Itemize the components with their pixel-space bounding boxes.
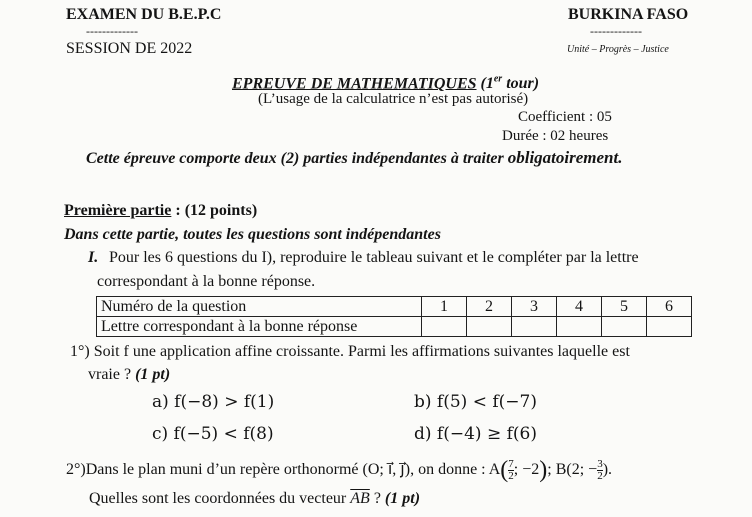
answer-cell	[512, 317, 557, 337]
q1-points: (1 pt)	[135, 366, 171, 383]
answer-cell	[422, 317, 467, 337]
q1-line1: 1°) Soit f une application affine croissante. Parmi les affirmations suivantes laquelle est	[70, 343, 630, 360]
row-label-numero: Numéro de la question	[97, 297, 422, 317]
answer-table	[96, 296, 692, 337]
tour: (1er tour)	[480, 74, 540, 93]
question-number: 1	[422, 297, 467, 317]
question-number: 5	[602, 297, 647, 317]
question-number: 6	[647, 297, 692, 317]
country: BURKINA FASO	[568, 6, 689, 23]
question-number: 3	[512, 297, 557, 317]
exam-title: EXAMEN DU B.E.P.C	[66, 6, 222, 23]
question-number: 2	[467, 297, 512, 317]
q1-option-c: c) f(−5) < f(8)	[152, 424, 274, 444]
q1-line2: vraie ? (1 pt)	[88, 366, 171, 383]
left-divider: -------------	[86, 24, 138, 38]
row-label-lettre: Lettre correspondant à la bonne réponse	[97, 317, 422, 337]
fraction-a: $\frac{7}{2}$	[508, 458, 514, 482]
part1-heading: Première partie : (12 points)	[64, 202, 258, 219]
question-number: 4	[557, 297, 602, 317]
table-row	[97, 297, 692, 317]
q2-line2: Quelles sont les coordonnées du vecteur $\overline{AB}$ ? (1 pt)	[89, 490, 421, 507]
part1-intro: Dans cette partie, toutes les questions sont indépendantes	[64, 226, 441, 243]
answer-cell	[557, 317, 602, 337]
instruction-line1: Pour les 6 questions du I), reproduire le tableau suivant et le compléter par la lettre	[109, 249, 639, 266]
subtitle: Cette épreuve comporte deux (2) parties indépendantes à traiter obligatoirement.	[86, 148, 623, 167]
roman-one: I.	[88, 249, 99, 266]
instruction-line2: correspondant à la bonne réponse.	[97, 273, 316, 290]
q1-option-d: d) f(−4) ≥ f(6)	[414, 424, 537, 444]
answer-cell	[467, 317, 512, 337]
calculator-note: (L’usage de la calculatrice n’est pas autorisé)	[258, 91, 529, 107]
right-divider: -------------	[590, 24, 642, 38]
answer-cell	[647, 317, 692, 337]
coefficient: Coefficient : 05	[518, 109, 612, 125]
q2-points: (1 pt)	[384, 490, 421, 507]
q2-line1: 2°)Dans le plan muni d’un repère orthonormé (O; i⃗, j⃗), on donne : A( $\frac{7}{2}$ ; −2); B(2; − $\frac{3}{2}$ ).	[66, 457, 613, 483]
duree: Durée : 02 heures	[502, 128, 609, 144]
motto: Unité – Progrès – Justice	[567, 44, 669, 55]
vector-ab: $\overline{AB}$	[350, 490, 370, 507]
session: SESSION DE 2022	[66, 40, 193, 57]
q1-option-b: b) f(5) < f(−7)	[414, 392, 537, 412]
q1-option-a: a) f(−8) > f(1)	[152, 392, 275, 412]
epreuve-title-main: EPREUVE DE MATHEMATIQUES	[232, 75, 477, 93]
fraction-b: $\frac{3}{2}$	[597, 458, 603, 482]
table-row	[97, 317, 692, 337]
answer-cell	[602, 317, 647, 337]
